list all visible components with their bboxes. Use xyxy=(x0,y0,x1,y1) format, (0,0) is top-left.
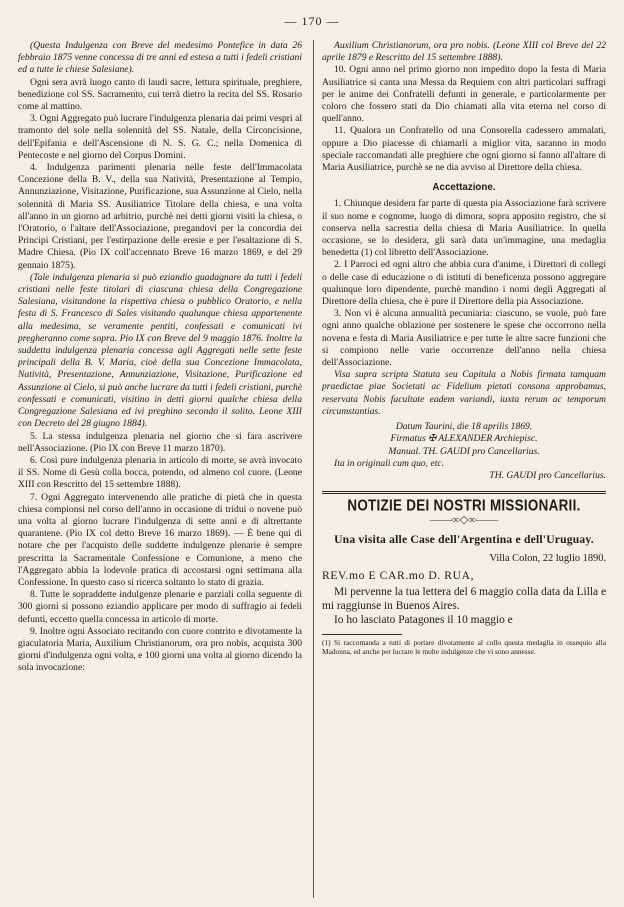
letter-paragraph: Mi pervenne la tua lettera del 6 maggio colla data da Lilla e mi raggiunse in Buenos Aires. xyxy=(322,585,606,613)
section-heading-accettazione: Accettazione. xyxy=(432,182,496,194)
datum-line: Datum Taurini, die 18 aprilis 1869. xyxy=(395,421,533,433)
letter-salutation: REV.mo E CAR.mo D. RUA, xyxy=(322,568,475,582)
paragraph: Visa supra scripta Statuta seu Capitula a Nobis firmata tamquam praedictae piae Societati ac Fidelium pietati consona approbamus, reservata Nobis facultate eadem variandi, iuxta rerum ac temporum circumstantias. xyxy=(322,369,606,417)
paragraph: 3. Non vi è alcuna annualità pecuniaria: ciascuno, se vuole, può fare ogni anno qualche oblazione per sostenere le spese che occorrono nella novena e festa di Maria Ausiliatrice e per tutte le altre sacre funzioni che si compiono nelle varie occorrenze dell'anno nella chiesa dell'Associazione. xyxy=(322,308,606,369)
paragraph: 2. I Parroci ed ogni altro che abbia cura d'anime, i Direttori di collegi o delle case di educazione o di istituti di beneficenza possono aggregare qualunque loro dipendente, purchè mandino i nomi degli Aggregati al Direttore della chiesa, che è pure il Direttore della pia Associazione. xyxy=(322,259,606,308)
letter-paragraphs xyxy=(322,585,606,628)
letter-dateline: Villa Colon, 22 luglio 1890. xyxy=(489,552,606,564)
right-top-paragraphs xyxy=(322,40,606,174)
gaudi-signature: TH. GAUDI pro Cancellarius. xyxy=(489,469,606,481)
right-column xyxy=(322,40,606,898)
paragraph: Ogni sera avrà luogo canto di laudi sacre, lettura spirituale, preghiere, benedizione col SS. Sacramento, cui terrà dietro la recita del SS. Rosario come al mattino. xyxy=(18,76,302,113)
firmatus-line: Firmatus ✠ ALEXANDER Archiepisc. xyxy=(390,433,538,445)
section-divider xyxy=(322,491,606,494)
letter-paragraph: Io ho lasciato Patagones il 10 maggio e xyxy=(334,614,513,627)
column-divider xyxy=(313,40,314,898)
paragraph: 5. La stessa indulgenza plenaria nel giorno che si fara ascrivere nell'Associazione. (Pio IX con Breve 11 marzo 1870). xyxy=(18,430,302,454)
paragraph: 1. Chiunque desidera far parte di questa pia Associazione farà scrivere il suo nome e cognome, luogo di dimora, sopra apposito registro, che si conserva nella sacrestia della chiesa di Maria Ausiliatrice. In quella occasione, se lo desidera, gli sarà data un'immagine, una medaglia benedetta (1) col libretto dell'Associazione. xyxy=(322,198,606,259)
page-number: — 170 — xyxy=(284,14,340,28)
paragraph: (Questa Indulgenza con Breve del medesimo Pontefice in data 26 febbraio 1875 venne concessa di tre anni ed estesa a tutti i fedeli cristiani ed a tutte le chiese Salesiane). xyxy=(18,40,302,76)
paragraph: (Tale indulgenza plenaria si può eziandio guadagnare da tutti i fedeli cristiani nelle feste titolari di ciascuna chiesa della Congregazione Salesiana, visitandone la rispettiva chiesa o pubblico Oratorio, e nella festa di S. Francesco di Sales visitando qualunque chiesa appartenente alla medesima, se veramente pentiti, confessati e comunicati ivi pregheranno come sopra. Pio IX con Breve del 9 maggio 1876. Inoltre la suddetta indulgenza plenaria concessa agli Aggregati nelle sette feste principali della B. V. Maria, cioè della sua Concezione Immacolata, Natività, Presentazione, Annunziazione, Visitazione, Purificazione ed Assunzione al Cielo, si può anche lucrare da tutti i fedeli cristiani, purchè confessati e comunicati, visitino in detti giorni qualche chiesa della Congregazione Salesiana ed ivi preghino secondo il solito. Leone XIII con Decreto del 28 giugno 1884). xyxy=(18,271,302,430)
acceptance-paragraphs xyxy=(322,198,606,418)
paragraph: Auxilium Christianorum, ora pro nobis. (Leone XIII col Breve del 22 aprile 1879 e Rescritto del 15 settembre 1888). xyxy=(322,40,606,64)
letter-body xyxy=(322,569,606,628)
footnote: (1) Si raccomanda a tutti di portare divotamente al collo questa medaglia in ossequio alla Madonna, ed anche per lucrare le molte indulgenze che vi sono annesse. xyxy=(322,637,606,656)
left-paragraphs xyxy=(18,40,302,675)
paragraph: 8. Tutte le sopraddette indulgenze plenarie e parziali colla seguente di 300 giorni si possono eziandio applicare per modo di suffragio ai fedeli defunti, eccetto quella concessa in articolo di morte. xyxy=(18,589,302,625)
ornament-divider: ——∞◇∞—— xyxy=(429,514,499,527)
paragraph: 11. Qualora un Confratello od una Consorella cadessero ammalati, oppure a Dio piacesse di chiamarli a miglior vita, saranno in modo speciale raccomandati alle preghiere che ogni giorno si fanno all'altare di Maria Ausiliatrice, purchè se ne dia avviso al Direttore della chiesa. xyxy=(322,125,606,174)
footnote-rule xyxy=(322,634,402,635)
manual-line: Manual. TH. GAUDI pro Cancellarius. xyxy=(388,445,540,457)
ita-line: Ita in originali cum quo, etc. xyxy=(334,457,445,469)
left-column xyxy=(18,40,302,898)
paragraph: 4. Indulgenza parimenti plenaria nelle feste dell'Immacolata Concezione della B. V., della sua Natività, Presentazione al Tempio, Annunziazione, Visitazione, Purificazione, sua Assunzione al Cielo, nella solennità di Maria SS. Ausiliatrice Titolare della chiesa, e una volta all'anno in un giorno ad arbitrio, purchè nei detti giorni visiti la chiesa, o l'Oratorio, o l'altare dell'Associazione, pregandovi per la concordia dei Principi Cristiani, per l'estirpazione delle eresie e per l'esaltazione di S. Madre Chiesa. (Pio IX coll'accennato Breve 16 marzo 1869, e del 29 gennaio 1875). xyxy=(18,162,302,271)
missionaries-banner: NOTIZIE DEI NOSTRI MISSIONARII. xyxy=(347,496,581,515)
paragraph: 3. Ogni Aggregato può lucrare l'indulgenza plenaria dai primi vespri al tramonto del sole nella solennità del SS. Natale, della Circoncisione, dell'Epifania e dell'Ascensione di N. S. G. C.; nella Domenica di Pentecoste e nel giorno del Corpus Domini. xyxy=(18,113,302,161)
paragraph: 7. Ogni Aggregato intervenendo alle pratiche di pietà che in questa chiesa compionsi nel corso dell'anno in occasione di tridui o novene può una volta al giorno lucrare l'indulgenza di sette anni e di altrettante quarantene. (Pio IX col detto Breve 16 marzo 1869). — È bene qui di notare che per l'acquisto delle suddette indulgenze plenarie è sempre prescritta la Sacramentale Confessione e Comunione, a meno che l'Aggregato abbia la lodevole pratica di accostarsi ogni settimana alla Confessione. In questo caso si ricerca soltanto lo stato di grazia. xyxy=(18,491,302,588)
article-title: Una visita alle Case dell'Argentina e dell'Uruguay. xyxy=(334,532,594,546)
paragraph: 9. Inoltre ogni Associato recitando con cuore contrito e divotamente la giaculatoria Maria, Auxilium Christianorum, ora pro nobis, acquista 300 giorni d'indulgenza ogni volta, e 100 giorni una volta al giorno dicendo la sola invocazione: xyxy=(18,625,302,674)
paragraph: 6. Così pure indulgenza plenaria in articolo di morte, se avrà invocato il SS. Nome di Gesù colla bocca, potendo, od almeno col cuore. (Leone XIII con Rescritto del 15 settembre 1888). xyxy=(18,454,302,491)
paragraph: 10. Ogni anno nel primo giorno non impedito dopo la festa di Maria Ausiliatrice si canta una Messa da Requiem con altri particolari suffragi per le anime dei Confratelli defunti in generale, e particolarmente per coloro che fossero stati da Dio chiamati alla vita eterna nel corso di quell'anno. xyxy=(322,64,606,125)
